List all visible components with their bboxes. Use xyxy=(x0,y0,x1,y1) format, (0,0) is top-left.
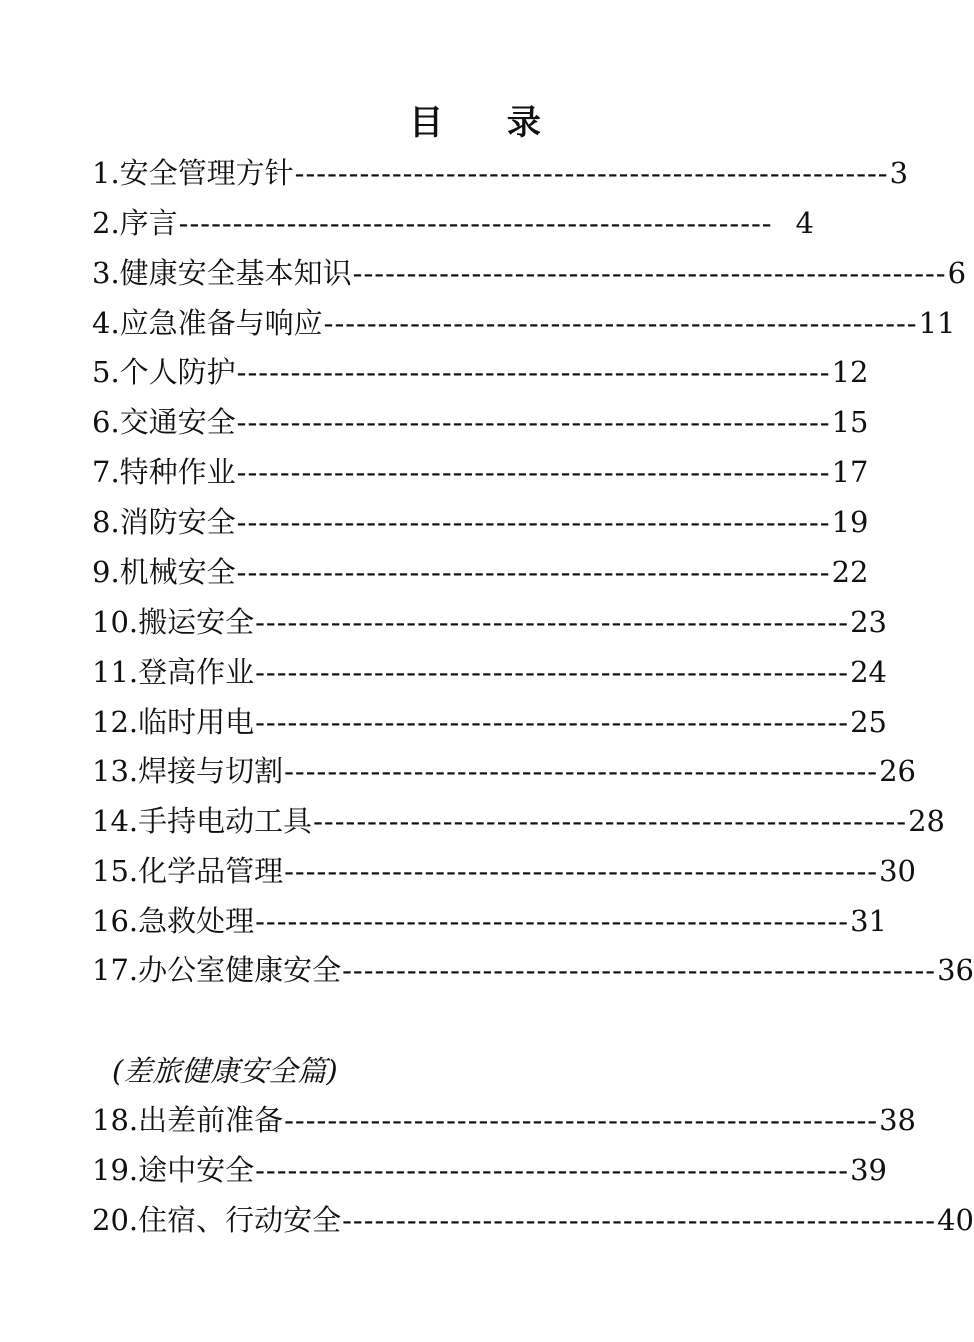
toc-entry-page: 24 xyxy=(850,655,887,689)
toc-entry-page: 12 xyxy=(831,355,869,389)
toc-entry xyxy=(92,799,945,843)
toc-entry xyxy=(92,1198,974,1242)
toc-leader-dashes: ------------------------------------------------------- xyxy=(236,405,831,439)
toc-entry-label: 3.健康安全基本知识 xyxy=(92,256,352,290)
toc-leader-dashes: ------------------------------------------------------- xyxy=(255,605,850,639)
toc-leader-dashes: ------------------------------------------------------- xyxy=(255,705,850,739)
toc-leader-dashes: ------------------------------------------------------- xyxy=(236,505,831,539)
toc-leader-dashes: ------------------------------------------------------- xyxy=(284,854,879,888)
toc-entry xyxy=(92,400,869,444)
toc-entry-page: 28 xyxy=(908,804,945,838)
toc-entry xyxy=(92,700,887,744)
page-title: 目 录 xyxy=(409,103,567,143)
toc-entry-label: 19.途中安全 xyxy=(92,1153,255,1187)
toc-entry-label: 13.焊接与切割 xyxy=(92,754,284,788)
toc-entry-page: 15 xyxy=(831,405,869,439)
toc-leader-dashes: ------------------------------------------------------- xyxy=(255,655,850,689)
toc-entry xyxy=(92,1098,916,1142)
toc-entry-page: 23 xyxy=(850,605,887,639)
toc-entry-label: 16.急救处理 xyxy=(92,904,255,938)
toc-entry-label: 7.特种作业 xyxy=(92,455,236,489)
toc-entry xyxy=(92,600,887,644)
toc-entry-label: 9.机械安全 xyxy=(92,555,236,589)
toc-entry-page: 40 xyxy=(937,1203,974,1237)
toc-entry-label: 1.安全管理方针 xyxy=(92,156,294,190)
toc-leader-dashes: ------------------------------------------------------- xyxy=(236,455,831,489)
toc-entry-label: 10.搬运安全 xyxy=(92,605,255,639)
toc-entry xyxy=(92,251,967,295)
toc-leader-dashes: ------------------------------------------------------- xyxy=(313,804,908,838)
toc-entry-page: 26 xyxy=(879,754,916,788)
toc-entry-label: 20.住宿、行动安全 xyxy=(92,1203,342,1237)
toc-entry xyxy=(92,650,887,694)
toc-entry xyxy=(92,899,887,943)
toc-leader-dashes: ------------------------------------------------------- xyxy=(352,256,947,290)
toc-entry xyxy=(92,749,916,793)
toc-entry-label: 4.应急准备与响应 xyxy=(92,306,323,340)
toc-entry xyxy=(92,849,916,893)
toc-entry xyxy=(92,948,974,992)
toc-entry-label: 11.登高作业 xyxy=(92,655,255,689)
toc-entry xyxy=(92,450,869,494)
toc-entry-page: 31 xyxy=(850,904,887,938)
toc-entry xyxy=(92,1148,887,1192)
toc-entry-page: 19 xyxy=(831,505,869,539)
toc-entry-page: 25 xyxy=(850,705,887,739)
toc-entry-page: 3 xyxy=(889,156,909,190)
toc-leader-dashes: ------------------------------------------------------- xyxy=(255,904,850,938)
toc-leader-dashes: ------------------------------------------------------- xyxy=(294,156,889,190)
toc-leader-dashes: ------------------------------------------------------- xyxy=(342,1203,937,1237)
toc-entry-label: 14.手持电动工具 xyxy=(92,804,313,838)
toc-entry-page: 6 xyxy=(947,256,967,290)
toc-entry-label: 8.消防安全 xyxy=(92,505,236,539)
toc-entry-label: 12.临时用电 xyxy=(92,705,255,739)
toc-entry xyxy=(92,550,869,594)
toc-entry-page: 17 xyxy=(831,455,869,489)
toc-entry xyxy=(92,350,869,394)
toc-leader-dashes: ------------------------------------------------------- xyxy=(284,754,879,788)
section-heading: (差旅健康安全篇) xyxy=(112,1054,338,1088)
toc-leader-dashes: ------------------------------------------------------- xyxy=(236,355,831,389)
toc-entry-page: 36 xyxy=(937,953,974,987)
toc-entry xyxy=(92,201,814,245)
toc-leader-dashes: ------------------------------------------------------- xyxy=(178,206,773,240)
toc-entry-page: 39 xyxy=(850,1153,887,1187)
toc-entry-label: 18.出差前准备 xyxy=(92,1103,284,1137)
toc-entry xyxy=(92,151,909,195)
toc-entry-label: 17.办公室健康安全 xyxy=(92,953,342,987)
toc-entry-page: 11 xyxy=(918,306,956,340)
toc-entry-label: 5.个人防护 xyxy=(92,355,236,389)
toc-entry xyxy=(92,301,956,345)
toc-entry-label: 6.交通安全 xyxy=(92,405,236,439)
toc-entry-label: 2.序言 xyxy=(92,206,178,240)
toc-leader-dashes: ------------------------------------------------------- xyxy=(236,555,831,589)
toc-entry-label: 15.化学品管理 xyxy=(92,854,284,888)
toc-entry-page: 4 xyxy=(795,206,814,240)
toc-entry-page: 30 xyxy=(879,854,916,888)
toc-leader-dashes: ------------------------------------------------------- xyxy=(323,306,918,340)
toc-entry-page: 22 xyxy=(831,555,869,589)
toc-entry-page: 38 xyxy=(879,1103,916,1137)
toc-entry xyxy=(92,500,869,544)
toc-leader-dashes: ------------------------------------------------------- xyxy=(284,1103,879,1137)
toc-leader-dashes: ------------------------------------------------------- xyxy=(255,1153,850,1187)
toc-leader-dashes: ------------------------------------------------------- xyxy=(342,953,937,987)
